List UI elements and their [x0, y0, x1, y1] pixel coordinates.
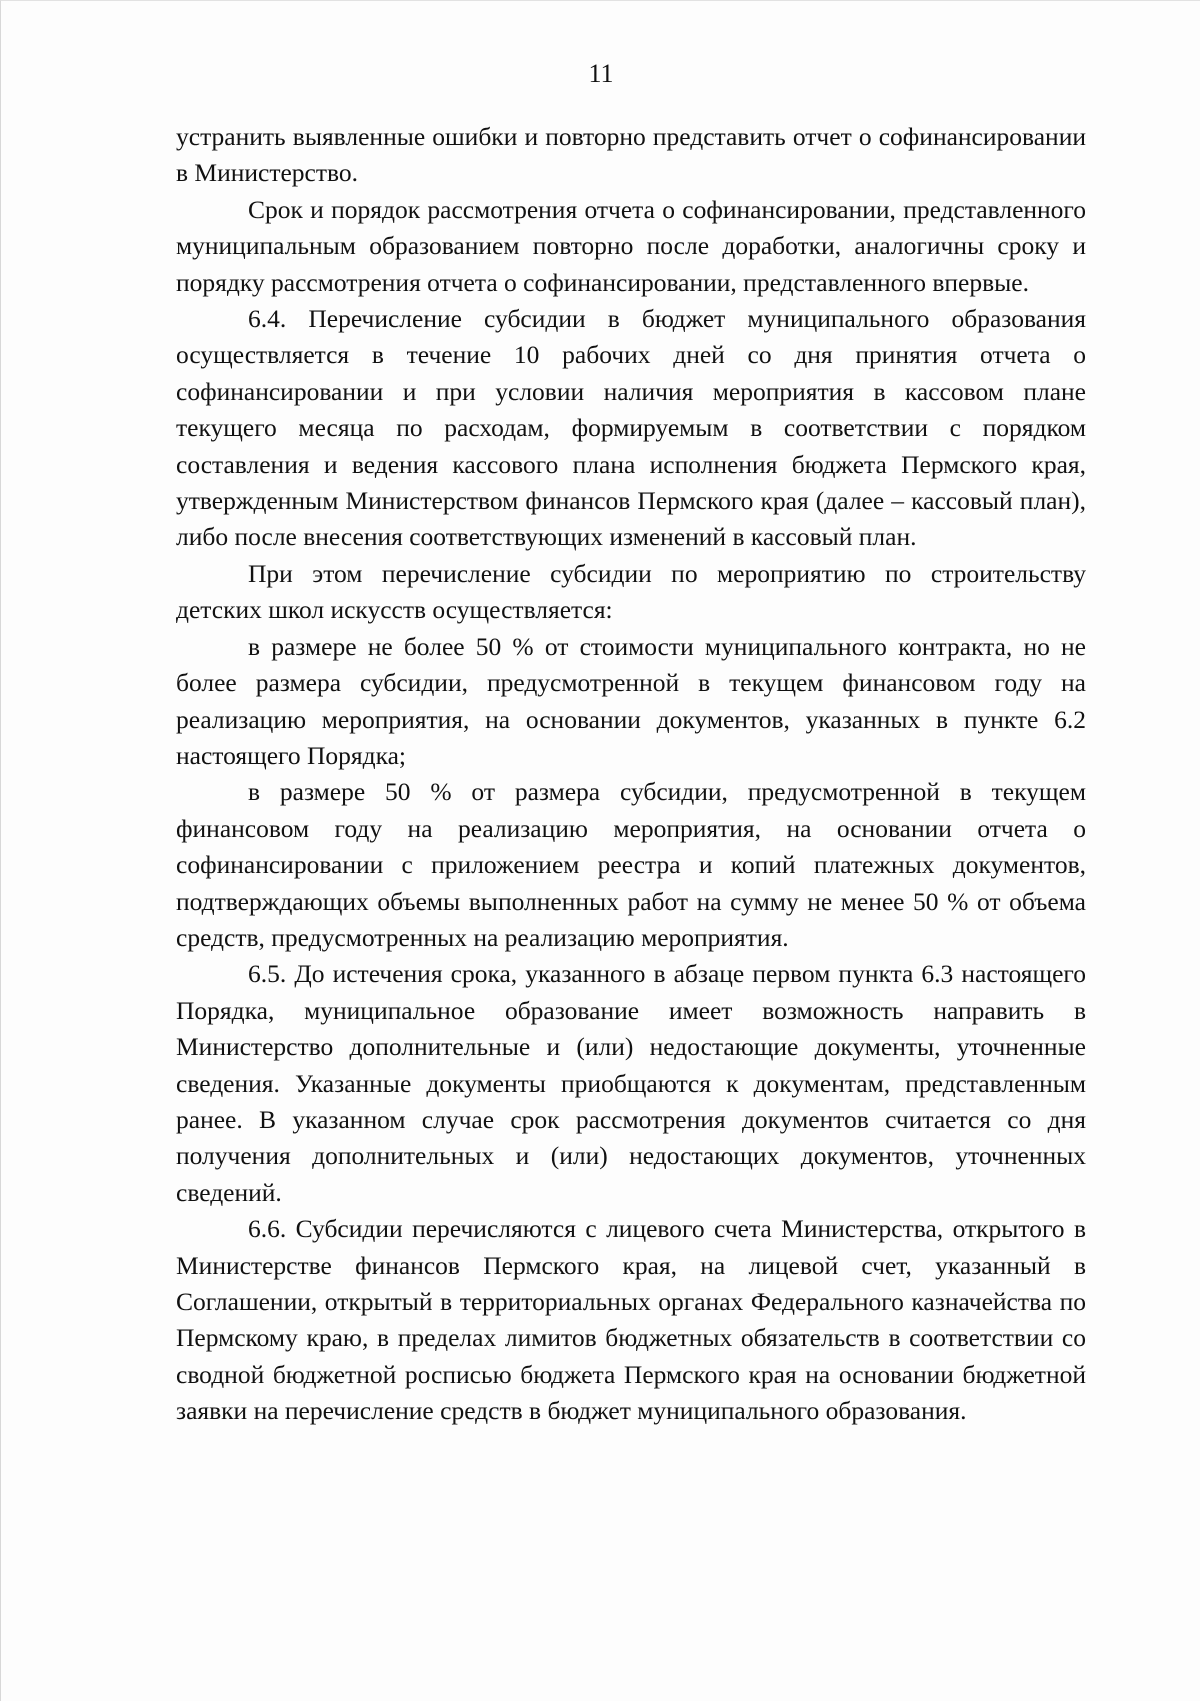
document-body: [176, 119, 1086, 1430]
paragraph-6-5: 6.5. До истечения срока, указанного в абзаце первом пункта 6.3 настоящего Порядка, муниципальное образование имеет возможность направить в Министерство дополнительные и (или) недостающие документы, уточненные сведения. Указанные документы приобщаются к документам, представленным ранее. В указанном случае срок рассмотрения документов считается со дня получения дополнительных и (или) недостающих документов, уточненных сведений.: [176, 959, 1086, 1207]
paragraph-6-4: 6.4. Перечисление субсидии в бюджет муниципального образования осуществляется в течение 10 рабочих дней со дня принятия отчета о софинансировании и при условии наличия мероприятия в кассовом плане текущего месяца по расходам, формируемым в соответствии с порядком составления и ведения кассового плана исполнения бюджета Пермского края, утвержденным Министерством финансов Пермского края (далее – кассовый план), либо после внесения соответствующих изменений в кассовый план.: [176, 304, 1086, 552]
paragraph-school-construction: При этом перечисление субсидии по мероприятию по строительству детских школ искусств осуществляется:: [176, 558, 1086, 625]
paragraph-6-6: 6.6. Субсидии перечисляются с лицевого счета Министерства, открытого в Министерстве финансов Пермского края, на лицевой счет, указанный в Соглашении, открытый в территориальных органах Федерального казначейства по Пермскому краю, в пределах лимитов бюджетных обязательств в соответствии со сводной бюджетной росписью бюджета Пермского края на основании бюджетной заявки на перечисление средств в бюджет муниципального образования.: [176, 1214, 1086, 1426]
paragraph-continuation: устранить выявленные ошибки и повторно представить отчет о софинансировании в Министерство.: [176, 122, 1086, 188]
paragraph-second-tranche: в размере 50 % от размера субсидии, предусмотренной в текущем финансовом году на реализацию мероприятия, на основании отчета о софинансировании с приложением реестра и копий платежных документов, подтверждающих объемы выполненных работ на сумму не менее 50 % от объема средств, предусмотренных на реализацию мероприятия.: [176, 777, 1086, 952]
page-number: 11: [588, 59, 614, 88]
paragraph-first-tranche: в размере не более 50 % от стоимости муниципального контракта, но не более размера субсидии, предусмотренной в текущем финансовом году на реализацию мероприятия, на основании документов, указанных в пункте 6.2 настоящего Порядка;: [176, 631, 1086, 770]
paragraph-review-terms: Срок и порядок рассмотрения отчета о софинансировании, представленного муниципальным образованием повторно после доработки, аналогичны сроку и порядку рассмотрения отчета о софинансировании, представленного впервые.: [176, 194, 1086, 297]
